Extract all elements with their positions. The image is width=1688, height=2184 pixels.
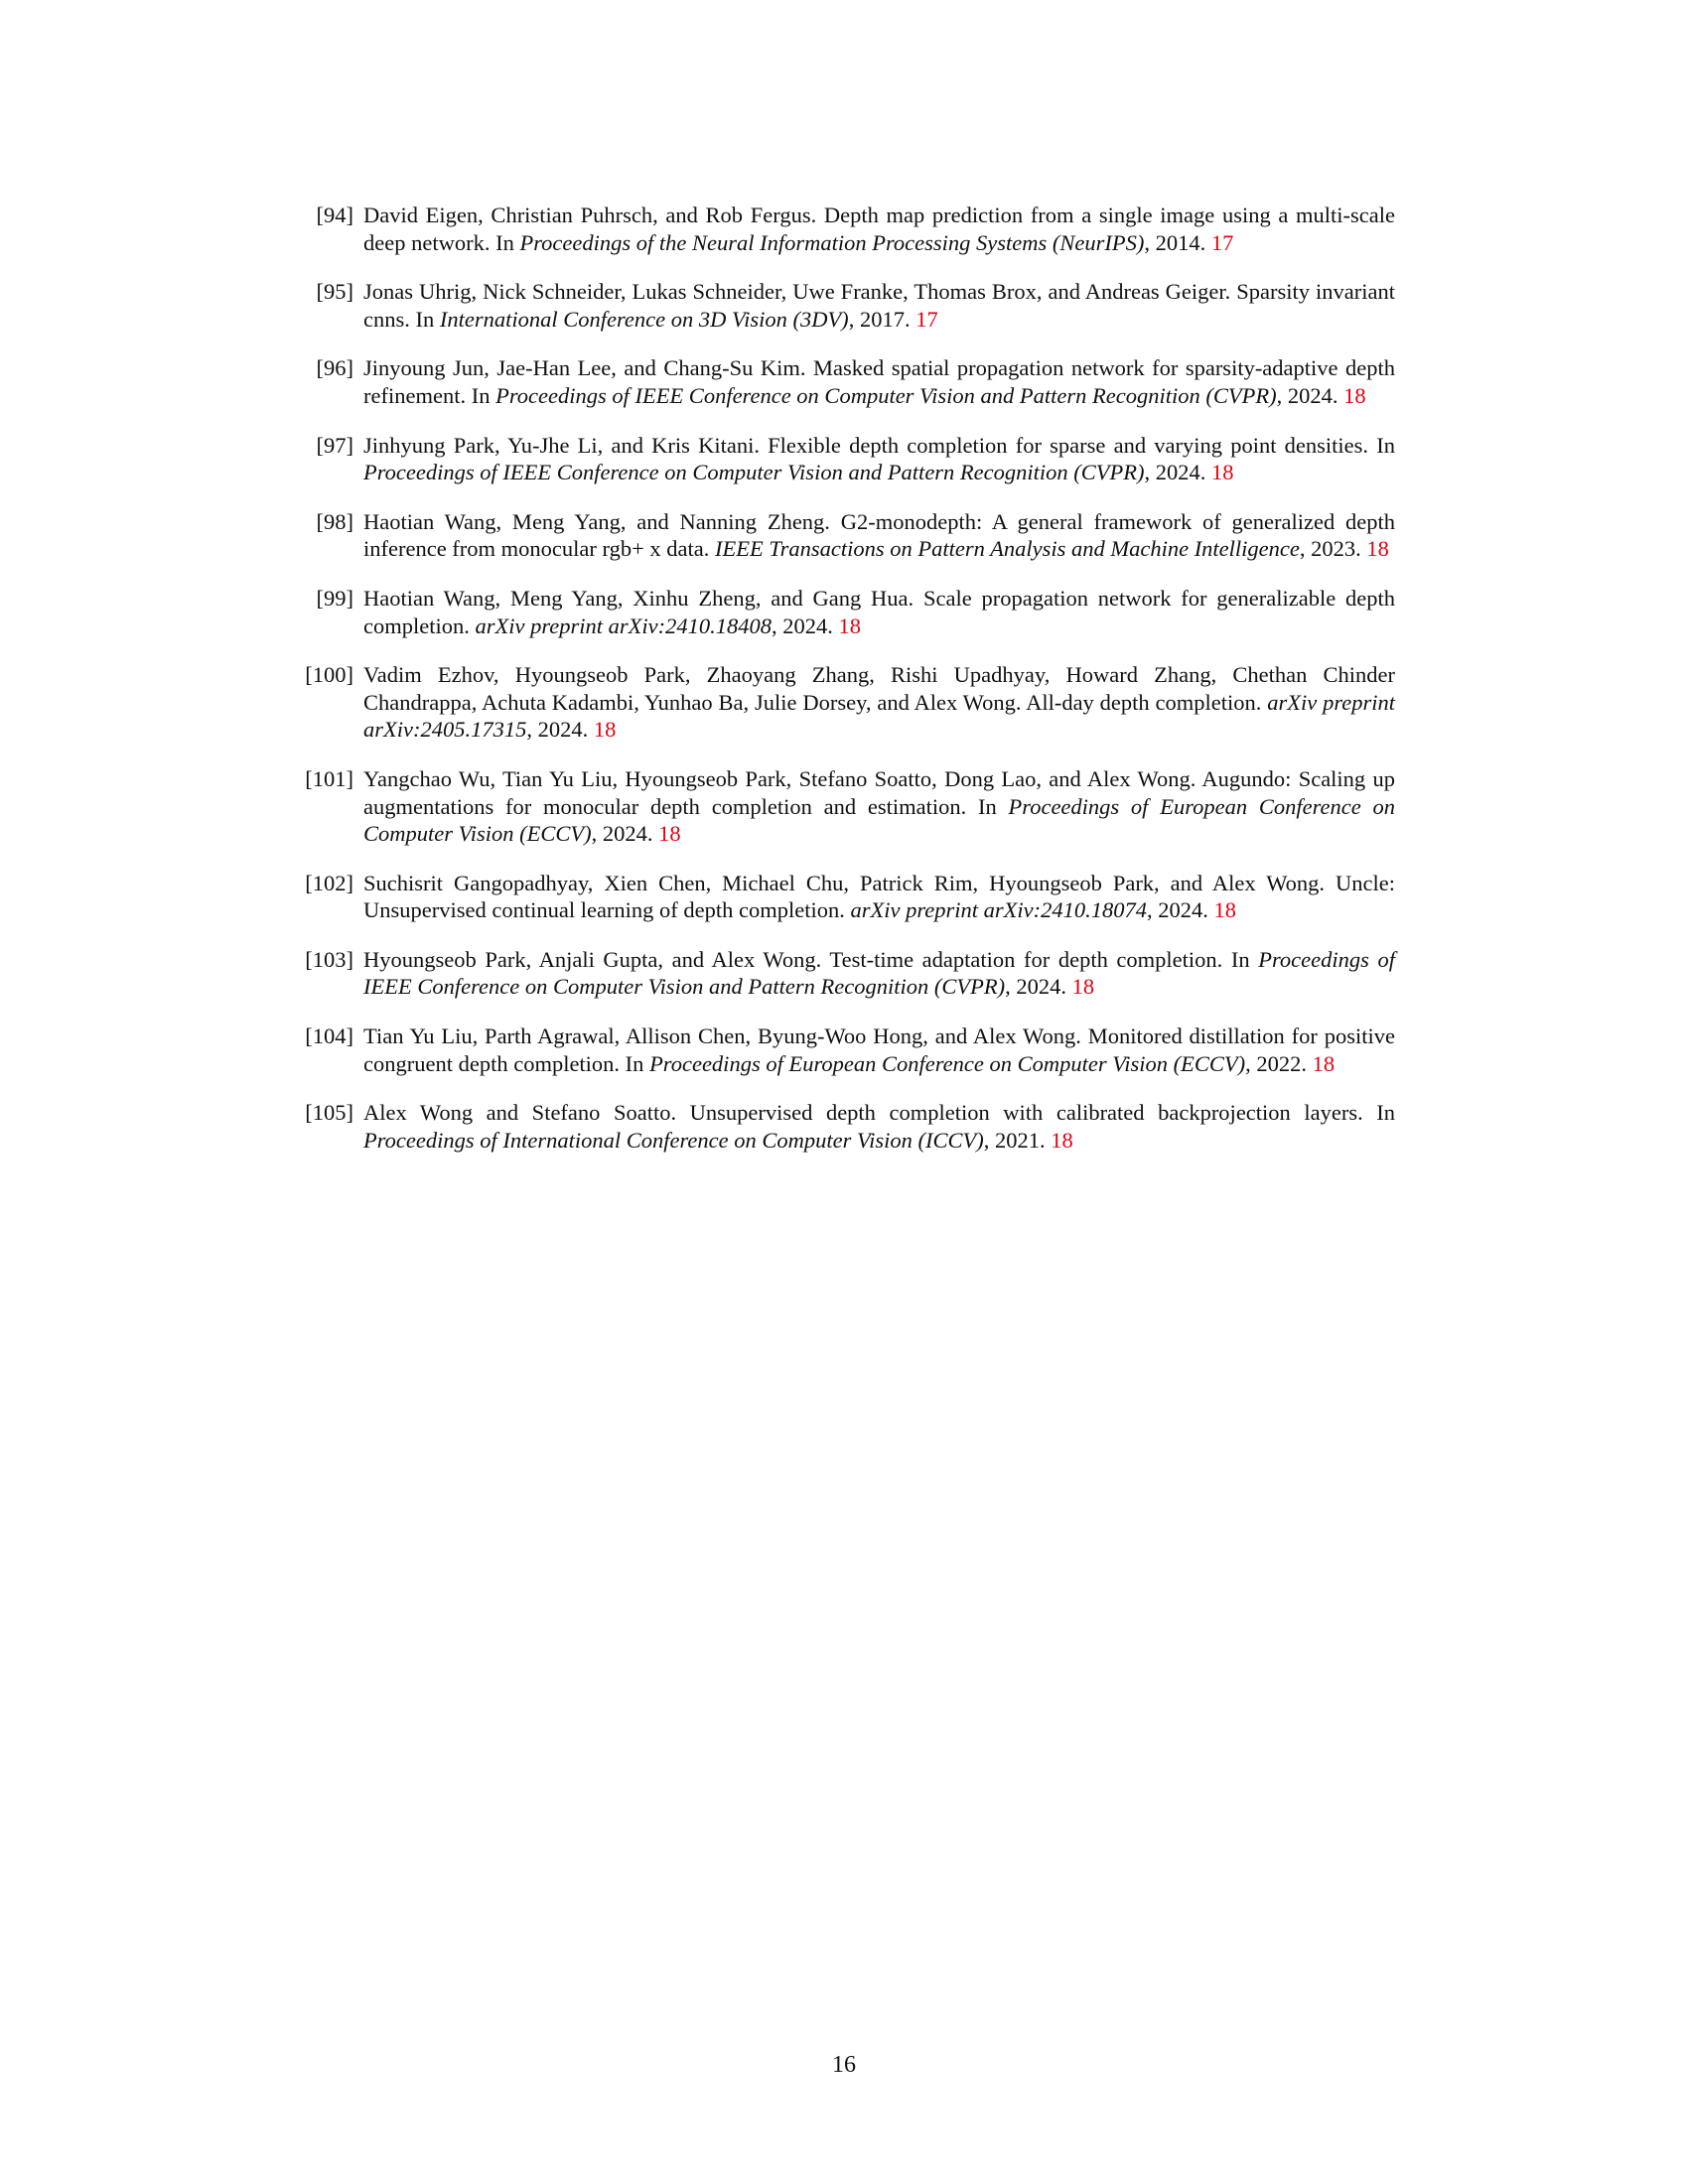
page-backref-link[interactable]: 18 xyxy=(1211,460,1234,485)
reference-entry xyxy=(298,508,1395,563)
reference-year: , 2024. xyxy=(591,821,659,847)
reference-authors-title: Yangchao Wu, Tian Yu Liu, Hyoungseob Park, Stefano Soatto, Dong Lao, and Alex Wong. Augundo: Scaling up augmentations for monocular depth completion and estimation. In xyxy=(363,765,1395,819)
reference-venue: International Conference on 3D Vision (3DV) xyxy=(439,306,849,332)
reference-number: [97] xyxy=(316,432,353,458)
reference-entry xyxy=(298,432,1395,486)
reference-year: , 2023. xyxy=(1299,536,1367,562)
reference-venue: Proceedings of IEEE Conference on Computer Vision and Pattern Recognition (CVPR) xyxy=(363,946,1395,1000)
page-backref-link[interactable]: 18 xyxy=(658,821,681,847)
reference-authors-title: Haotian Wang, Meng Yang, and Nanning Zheng. G2-monodepth: A general framework of generalized depth inference from monocular rgb+ x data. xyxy=(363,508,1395,562)
reference-number: [98] xyxy=(316,508,353,534)
reference-entry xyxy=(298,1099,1395,1154)
reference-year: , 2024. xyxy=(526,717,594,743)
reference-number: [105] xyxy=(305,1100,353,1126)
reference-entry xyxy=(298,870,1395,924)
reference-year: , 2024. xyxy=(1144,460,1212,485)
reference-venue: Proceedings of the Neural Information Processing Systems (NeurIPS) xyxy=(519,229,1145,255)
reference-venue: Proceedings of European Conference on Computer Vision (ECCV) xyxy=(649,1050,1246,1076)
page-backref-link[interactable]: 17 xyxy=(915,306,938,332)
reference-year: , 2024. xyxy=(1005,974,1072,1000)
reference-authors-title: Suchisrit Gangopadhyay, Xien Chen, Michael Chu, Patrick Rim, Hyoungseob Park, and Alex Wong. Uncle: Unsupervised continual learning of depth completion. xyxy=(363,870,1395,923)
reference-venue: Proceedings of International Conference on Computer Vision (ICCV) xyxy=(363,1127,984,1153)
page-backref-link[interactable]: 18 xyxy=(1051,1127,1073,1153)
reference-year: , 2014. xyxy=(1144,229,1211,255)
page-backref-link[interactable]: 18 xyxy=(593,717,617,743)
page-backref-link[interactable]: 18 xyxy=(838,613,861,638)
reference-authors-title: David Eigen, Christian Puhrsch, and Rob Fergus. Depth map prediction from a single image using a multi-scale deep network. In xyxy=(363,203,1395,255)
reference-number: [94] xyxy=(316,203,353,227)
page-backref-link[interactable]: 18 xyxy=(1071,974,1095,1000)
page-backref-link[interactable]: 18 xyxy=(1366,536,1389,562)
reference-year: , 2017. xyxy=(848,306,916,332)
reference-number: [100] xyxy=(305,662,353,688)
reference-entry xyxy=(298,354,1395,409)
reference-entry xyxy=(298,1023,1395,1077)
reference-number: [99] xyxy=(316,585,353,611)
reference-authors-title: Hyoungseob Park, Anjali Gupta, and Alex Wong. Test-time adaptation for depth completion. In xyxy=(363,946,1259,972)
reference-year: , 2022. xyxy=(1245,1050,1313,1076)
reference-entry xyxy=(298,765,1395,848)
reference-venue: Proceedings of IEEE Conference on Computer Vision and Pattern Recognition (CVPR) xyxy=(363,460,1145,485)
reference-authors-title: Jonas Uhrig, Nick Schneider, Lukas Schneider, Uwe Franke, Thomas Brox, and Andreas Geiger. Sparsity invariant cnns. In xyxy=(363,279,1395,332)
page-number: 16 xyxy=(832,2052,856,2078)
reference-authors-title: Jinyoung Jun, Jae-Han Lee, and Chang-Su Kim. Masked spatial propagation network for sparsity-adaptive depth refinement. In xyxy=(363,355,1395,408)
reference-number: [96] xyxy=(316,355,353,381)
reference-venue: arXiv preprint arXiv:2405.17315 xyxy=(363,689,1395,743)
reference-authors-title: Vadim Ezhov, Hyoungseob Park, Zhaoyang Zhang, Rishi Upadhyay, Howard Zhang, Chethan Chinder Chandrappa, Achuta Kadambi, Yunhao Ba, Julie Dorsey, and Alex Wong. All-day depth completion. xyxy=(363,662,1395,715)
reference-authors-title: Jinhyung Park, Yu-Jhe Li, and Kris Kitani. Flexible depth completion for sparse and varying point densities. In xyxy=(363,432,1395,458)
reference-number: [101] xyxy=(305,765,353,791)
reference-year: , 2024. xyxy=(1147,897,1214,923)
reference-venue: Proceedings of European Conference on Computer Vision (ECCV) xyxy=(363,793,1395,847)
reference-authors-title: Tian Yu Liu, Parth Agrawal, Allison Chen, Byung-Woo Hong, and Alex Wong. Monitored distillation for positive congruent depth completion. In xyxy=(363,1024,1395,1076)
reference-entry xyxy=(298,946,1395,1001)
reference-authors-title: Haotian Wang, Meng Yang, Xinhu Zheng, and Gang Hua. Scale propagation network for generalizable depth completion. xyxy=(363,585,1395,638)
page-backref-link[interactable]: 17 xyxy=(1210,229,1234,255)
reference-venue: IEEE Transactions on Pattern Analysis and Machine Intelligence xyxy=(715,536,1300,562)
reference-year: , 2024. xyxy=(772,613,839,638)
reference-entry xyxy=(298,585,1395,639)
reference-authors-title: Alex Wong and Stefano Soatto. Unsupervised depth completion with calibrated backprojection layers. In xyxy=(363,1100,1395,1126)
reference-venue: arXiv preprint arXiv:2410.18408 xyxy=(475,613,772,638)
reference-number: [102] xyxy=(305,870,353,895)
reference-entry xyxy=(298,278,1395,333)
page-backref-link[interactable]: 18 xyxy=(1312,1050,1336,1076)
reference-number: [95] xyxy=(316,279,353,305)
page-backref-link[interactable]: 18 xyxy=(1213,897,1237,923)
reference-entry xyxy=(298,661,1395,744)
reference-year: , 2021. xyxy=(983,1127,1052,1153)
reference-entry xyxy=(298,202,1395,256)
reference-year: , 2024. xyxy=(1276,382,1344,408)
reference-venue: arXiv preprint arXiv:2410.18074 xyxy=(850,897,1148,923)
reference-venue: Proceedings of IEEE Conference on Computer Vision and Pattern Recognition (CVPR) xyxy=(495,382,1277,408)
page-backref-link[interactable]: 18 xyxy=(1343,382,1366,408)
reference-list xyxy=(298,202,1395,1175)
reference-number: [104] xyxy=(305,1024,353,1049)
reference-number: [103] xyxy=(305,946,353,972)
